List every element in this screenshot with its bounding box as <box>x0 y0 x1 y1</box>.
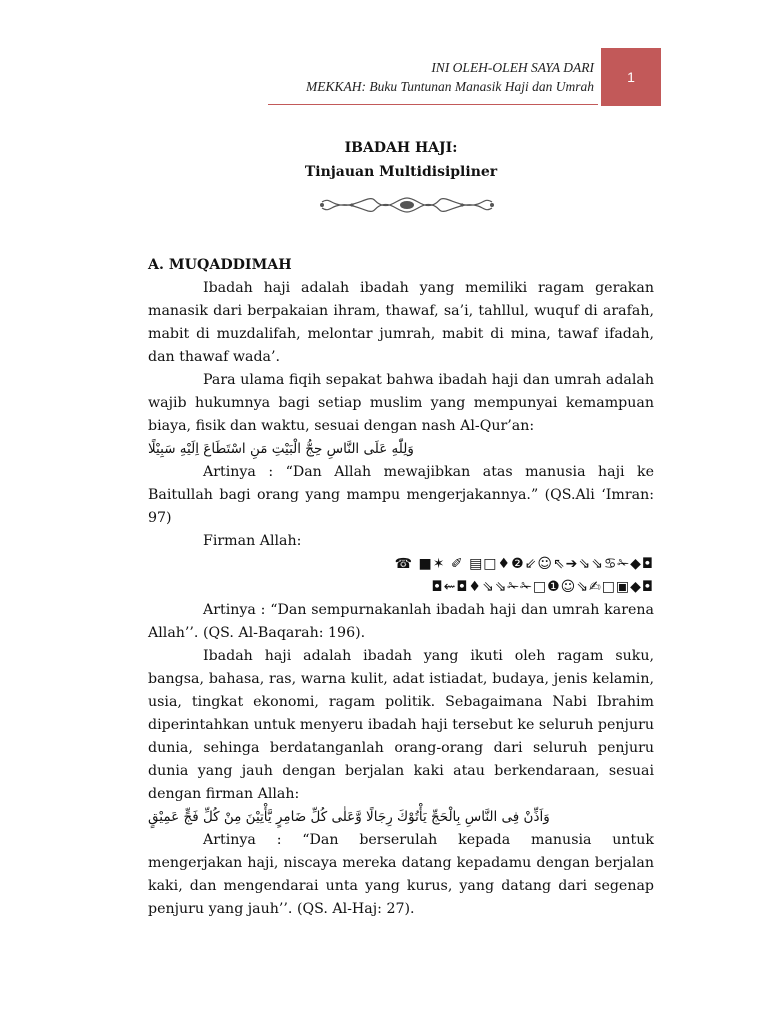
arabic-verse-1: وَلِلّٰهِ عَلَى النَّاسِ حِجُّ الْبَيْتِ مَنِ اسْتَطَاعَ اِلَيْهِ سَبِيْلًا <box>148 441 414 457</box>
paragraph-3: Artinya : “Dan Allah mewajibkan atas manusia haji ke Baitullah bagi orang yang mampu mengerjakannya.” (QS.Ali ‘Imran: 97) <box>148 464 654 526</box>
chapter-subtitle: Tinjauan Multidisipliner <box>304 164 498 180</box>
paragraph-6: Ibadah haji adalah ibadah yang ikuti oleh ragam suku, bangsa, bahasa, ras, warna kulit, adat istiadat, budaya, jenis kelamin, usia, tingkat ekonomi, ragam politik. Sebagaimana Nabi Ibrahim diperintahkan untuk menyeru ibadah haji tersebut ke seluruh penjuru dunia, sehinga berdatanganlah orang-orang dari seluruh penjuru dunia yang jauh dengan berjalan kaki atau berkendaraan, sesuai dengan firman Allah: <box>148 648 654 802</box>
paragraph-5: Artinya : “Dan sempurnakanlah ibadah haji dan umrah karena Allah’’. (QS. Al-Baqarah: 196). <box>148 602 654 641</box>
page-number: 1 <box>627 69 635 85</box>
chapter-title: IBADAH HAJI: <box>344 140 458 156</box>
paragraph-2: Para ulama fiqih sepakat bahwa ibadah haji dan umrah adalah wajib hukumnya bagi setiap muslim yang mempunyai kemampuan biaya, fisik dan waktu, sesuai dengan nash Al-Qur’an: <box>148 372 654 434</box>
paragraph-4: Firman Allah: <box>203 533 302 549</box>
paragraph-1: Ibadah haji adalah ibadah yang memiliki ragam gerakan manasik dari berpakaian ihram, thawaf, sa’i, tahllul, wuquf di arafah, mabit di muzdalifah, melontar jumrah, mabit di mina, tawaf ifadah, dan thawaf wada’. <box>148 280 654 365</box>
running-header <box>154 58 594 96</box>
arabic-verse-2: وَاَذِّنْ فِى النَّاسِ بِالْحَجِّ يَأْتُوْكَ رِجَالًا وَّعَلٰى كُلِّ ضَامِرٍ يَّأْتِيْنَ مِنْ كُلِّ فَجٍّ عَمِيْقٍ <box>148 809 550 825</box>
paragraph-7: Artinya : “Dan berserulah kepada manusia untuk mengerjakan haji, niscaya mereka datang kepadamu dengan berjalan kaki, dan mengendarai unta yang kurus, yang datang dari segenap penjuru yang jauh’’. (QS. Al-Haj: 27). <box>148 832 654 917</box>
page-number-badge <box>601 48 661 106</box>
header-rule <box>268 104 598 105</box>
section-heading: A. MUQADDIMAH <box>148 257 292 273</box>
page-header <box>0 48 768 106</box>
running-header-line2: MEKKAH: Buku Tuntunan Manasik Haji dan Umrah <box>306 79 594 94</box>
symbol-verse-line-2: ◘⇜◘♦⇘⇘✁✁□❶☺⇘✍□▣◆◘ <box>431 579 654 595</box>
body-text <box>148 254 654 921</box>
running-header-line1: INI OLEH-OLEH SAYA DARI <box>431 60 594 75</box>
symbol-verse-line-1: ☎ ■✶ ✐ ▤□♦❷⇙☺⇖➔⇘⇘♋✁◆◘ <box>394 556 654 572</box>
ornament-divider <box>318 194 496 216</box>
